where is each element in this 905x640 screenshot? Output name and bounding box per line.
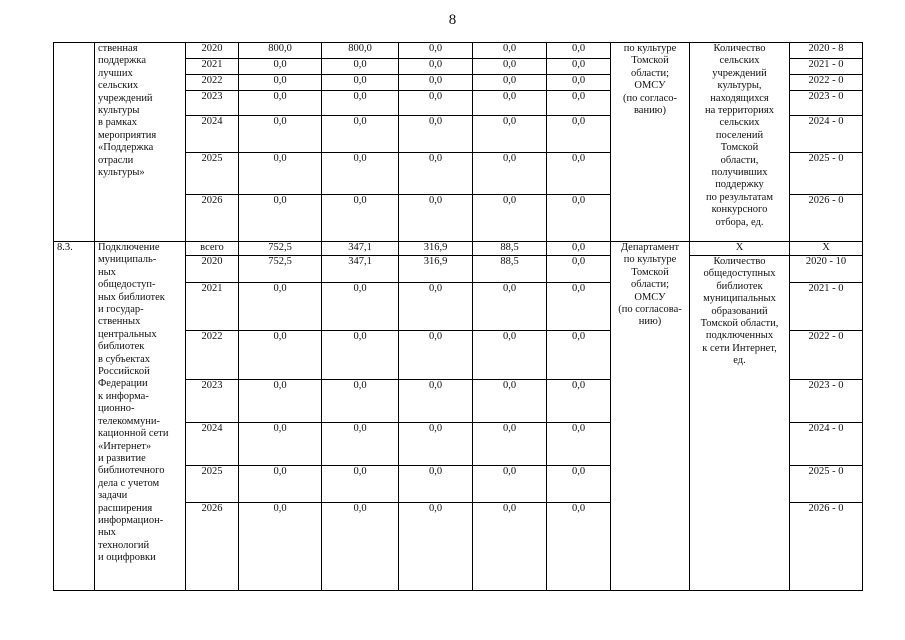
text-line: и оцифровки	[98, 552, 156, 564]
program-table	[53, 42, 863, 591]
value-cell: 0,0	[473, 153, 547, 195]
text-line: ных библиотек	[98, 291, 165, 303]
text-line: сельских	[719, 55, 760, 67]
value-cell: 316,9	[399, 242, 473, 256]
value-cell: 88,5	[473, 242, 547, 256]
value-cell: 0,0	[547, 116, 611, 153]
value-cell: 0,0	[322, 466, 399, 503]
text-line: образований	[711, 305, 768, 317]
year-cell: 2022	[186, 331, 239, 380]
value-cell: 752,5	[239, 256, 322, 283]
value-cell: 0,0	[239, 91, 322, 116]
text-line: телекоммуни-	[98, 415, 161, 427]
text-line: Томской	[720, 142, 759, 154]
text-line: информацион-	[98, 514, 164, 526]
text-line: технологий	[98, 539, 150, 551]
value-cell: 0,0	[399, 75, 473, 91]
activity-name-cell	[95, 242, 186, 591]
text-line: поддержку	[715, 179, 764, 191]
value-cell: 0,0	[322, 116, 399, 153]
text-line: к сети Интернет,	[702, 342, 777, 354]
text-line: центральных	[98, 328, 157, 340]
text-line: ных	[98, 527, 116, 539]
value-cell: 347,1	[322, 242, 399, 256]
text-line: ОМСУ	[634, 291, 666, 303]
text-line: культуры»	[98, 167, 145, 179]
value-cell: 0,0	[547, 59, 611, 75]
indicator-value-cell: 2025 - 0	[790, 153, 863, 195]
value-cell: 0,0	[239, 380, 322, 423]
value-cell: 0,0	[399, 331, 473, 380]
text-line: Количество	[713, 43, 766, 54]
value-cell: 0,0	[473, 195, 547, 242]
value-cell: 0,0	[399, 43, 473, 59]
text-line: общедоступ-	[98, 279, 156, 291]
value-cell: 0,0	[547, 153, 611, 195]
year-cell: 2023	[186, 91, 239, 116]
value-cell: 0,0	[547, 331, 611, 380]
text-line: ственных	[98, 316, 141, 328]
value-cell: 800,0	[239, 43, 322, 59]
value-cell: 0,0	[239, 283, 322, 331]
text-line: ванию)	[633, 105, 667, 117]
text-line: находящихся	[710, 92, 769, 104]
activity-name-cell	[95, 43, 186, 242]
value-cell: 800,0	[322, 43, 399, 59]
text-line: области,	[720, 154, 759, 166]
value-cell: 0,0	[322, 423, 399, 466]
year-cell: 2026	[186, 503, 239, 591]
year-cell: 2022	[186, 75, 239, 91]
text-line: Подключение	[98, 242, 160, 253]
value-cell: 752,5	[239, 242, 322, 256]
value-cell: 0,0	[473, 116, 547, 153]
text-line: Количество	[713, 256, 766, 267]
value-cell: 0,0	[547, 283, 611, 331]
indicator-cell	[690, 43, 790, 242]
year-cell: 2025	[186, 153, 239, 195]
text-line: мероприятия	[98, 129, 157, 141]
text-line: задачи	[98, 490, 128, 502]
text-line: кационной сети	[98, 428, 169, 440]
year-cell: 2024	[186, 423, 239, 466]
text-line: ционно-	[98, 403, 135, 415]
text-line: по культуре	[623, 43, 677, 54]
indicator-value-cell: 2026 - 0	[790, 195, 863, 242]
indicator-value-cell: 2020 - 10	[790, 256, 863, 283]
text-line: в субъектах	[98, 353, 150, 365]
value-cell: 0,0	[239, 503, 322, 591]
value-cell: 0,0	[547, 43, 611, 59]
value-cell: 0,0	[547, 75, 611, 91]
text-line: ОМСУ	[634, 80, 666, 92]
year-cell: 2021	[186, 59, 239, 75]
text-line: области;	[630, 67, 670, 79]
value-cell: 0,0	[239, 331, 322, 380]
text-line: и государ-	[98, 304, 144, 316]
text-line: учреждений	[712, 67, 767, 79]
text-line: Томской	[631, 266, 669, 278]
value-cell: 0,0	[322, 195, 399, 242]
text-line: библиотечного	[98, 465, 165, 477]
indicator-value-cell: Х	[790, 242, 863, 256]
value-cell: 0,0	[547, 466, 611, 503]
text-line: «Интернет»	[98, 440, 152, 452]
text-line: в рамках	[98, 117, 137, 129]
value-cell: 0,0	[473, 423, 547, 466]
value-cell: 0,0	[322, 91, 399, 116]
value-cell: 0,0	[322, 283, 399, 331]
text-line: сельских	[719, 117, 760, 129]
text-line: по результатам	[705, 191, 773, 203]
value-cell: 0,0	[473, 59, 547, 75]
value-cell: 316,9	[399, 256, 473, 283]
value-cell: 0,0	[239, 153, 322, 195]
value-cell: 0,0	[473, 283, 547, 331]
value-cell: 0,0	[322, 59, 399, 75]
text-line: учреждений	[98, 92, 153, 104]
value-cell: 0,0	[322, 331, 399, 380]
text-line: по культуре	[623, 254, 677, 266]
value-cell: 0,0	[322, 503, 399, 591]
text-line: подключенных	[705, 330, 774, 342]
year-cell: 2025	[186, 466, 239, 503]
text-line: нию)	[638, 316, 662, 328]
value-cell: 0,0	[399, 195, 473, 242]
text-line: Томской области,	[700, 318, 779, 330]
value-cell: 0,0	[399, 116, 473, 153]
value-cell: 0,0	[547, 91, 611, 116]
value-cell: 0,0	[473, 75, 547, 91]
indicator-cell: Х	[690, 242, 790, 256]
indicator-value-cell: 2022 - 0	[790, 331, 863, 380]
value-cell: 0,0	[322, 75, 399, 91]
text-line: Департамент	[620, 242, 680, 253]
text-line: поддержка	[98, 55, 147, 67]
value-cell: 0,0	[239, 59, 322, 75]
text-line: муниципаль-	[98, 254, 157, 266]
value-cell: 0,0	[322, 153, 399, 195]
text-line: области;	[630, 279, 670, 291]
indicator-value-cell: 2024 - 0	[790, 423, 863, 466]
text-line: муниципальных	[703, 293, 776, 305]
value-cell: 0,0	[473, 466, 547, 503]
text-line: культуры,	[717, 80, 762, 92]
text-line: поселений	[715, 129, 764, 141]
text-line: отбора, ед.	[715, 216, 764, 228]
text-line: библиотек	[98, 341, 145, 353]
text-line: расширения	[98, 502, 153, 514]
value-cell: 0,0	[399, 283, 473, 331]
year-cell: 2024	[186, 116, 239, 153]
value-cell: 0,0	[473, 380, 547, 423]
value-cell: 0,0	[547, 195, 611, 242]
value-cell: 88,5	[473, 256, 547, 283]
text-line: конкурсного	[711, 204, 768, 216]
text-line: (по согласова-	[618, 304, 682, 316]
text-line: на территориях	[705, 105, 774, 117]
text-line: Федерации	[98, 378, 148, 390]
text-line: лучших	[98, 67, 133, 79]
value-cell: 0,0	[239, 116, 322, 153]
value-cell: 0,0	[547, 256, 611, 283]
indicator-value-cell: 2024 - 0	[790, 116, 863, 153]
indicator-value-cell: 2025 - 0	[790, 466, 863, 503]
year-cell: 2020	[186, 43, 239, 59]
value-cell: 0,0	[473, 91, 547, 116]
text-line: библиотек	[716, 280, 763, 292]
text-line: ственная	[98, 43, 138, 54]
text-line: сельских	[98, 80, 139, 92]
text-line: и развитие	[98, 452, 146, 464]
text-line: «Поддержка	[98, 142, 154, 154]
year-cell: 2021	[186, 283, 239, 331]
value-cell: 0,0	[322, 380, 399, 423]
text-line: Томской	[631, 55, 669, 67]
value-cell: 0,0	[547, 380, 611, 423]
page-number: 8	[448, 12, 457, 28]
value-cell: 0,0	[239, 466, 322, 503]
indicator-cell	[690, 256, 790, 591]
value-cell: 0,0	[239, 423, 322, 466]
indicator-value-cell: 2021 - 0	[790, 283, 863, 331]
indicator-value-cell: 2021 - 0	[790, 59, 863, 75]
table-row	[54, 242, 863, 256]
row-number-cell	[54, 43, 95, 242]
text-line: ед.	[733, 355, 746, 367]
text-line: получивших	[711, 167, 768, 179]
year-cell: 2026	[186, 195, 239, 242]
value-cell: 0,0	[547, 503, 611, 591]
text-line: ных	[98, 266, 116, 278]
value-cell: 0,0	[399, 423, 473, 466]
year-cell: 2020	[186, 256, 239, 283]
table-row	[54, 43, 863, 59]
value-cell: 0,0	[547, 423, 611, 466]
executor-cell	[611, 43, 690, 242]
value-cell: 0,0	[473, 43, 547, 59]
value-cell: 347,1	[322, 256, 399, 283]
value-cell: 0,0	[547, 242, 611, 256]
value-cell: 0,0	[399, 59, 473, 75]
text-line: отрасли	[98, 154, 134, 166]
year-cell: всего	[186, 242, 239, 256]
value-cell: 0,0	[239, 75, 322, 91]
value-cell: 0,0	[473, 331, 547, 380]
indicator-value-cell: 2026 - 0	[790, 503, 863, 591]
text-line: дела с учетом	[98, 477, 160, 489]
indicator-value-cell: 2023 - 0	[790, 91, 863, 116]
value-cell: 0,0	[399, 91, 473, 116]
indicator-value-cell: 2023 - 0	[790, 380, 863, 423]
value-cell: 0,0	[239, 195, 322, 242]
value-cell: 0,0	[399, 466, 473, 503]
text-line: к информа-	[98, 390, 149, 402]
year-cell: 2023	[186, 380, 239, 423]
text-line: общедоступных	[703, 268, 776, 280]
value-cell: 0,0	[399, 153, 473, 195]
indicator-value-cell: 2022 - 0	[790, 75, 863, 91]
text-line: культуры	[98, 105, 140, 117]
value-cell: 0,0	[399, 503, 473, 591]
text-line: (по согласо-	[623, 92, 677, 104]
indicator-value-cell: 2020 - 8	[790, 43, 863, 59]
executor-cell	[611, 242, 690, 591]
text-line: Российской	[98, 366, 150, 378]
row-number-cell: 8.3.	[54, 242, 95, 591]
value-cell: 0,0	[399, 380, 473, 423]
value-cell: 0,0	[473, 503, 547, 591]
